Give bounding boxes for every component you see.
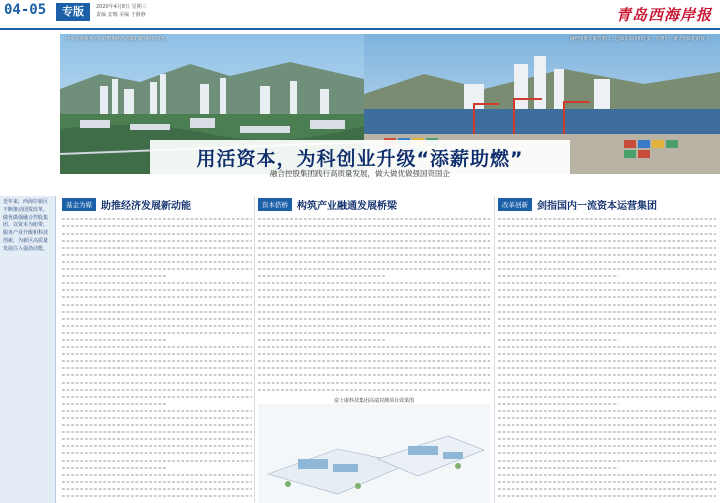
section-title-capital: 构筑产业融通发展桥梁 (297, 200, 397, 212)
body-text-line (498, 216, 716, 223)
body-text-line (62, 315, 252, 322)
body-text-line (62, 301, 252, 308)
page-number: 04-05 (4, 2, 47, 18)
body-text-line (498, 450, 716, 457)
body-text-line (258, 301, 490, 308)
body-text-line (62, 365, 252, 372)
sidebar-intro (0, 196, 56, 503)
body-text-line (62, 308, 252, 315)
body-text-line (62, 230, 252, 237)
body-text-line (62, 436, 252, 443)
body-text-line (62, 251, 252, 258)
body-text-line (62, 408, 252, 415)
body-text-line (62, 443, 252, 450)
section-tag-reform: 改革创新 (498, 198, 532, 211)
body-text-line (258, 337, 386, 344)
project-rendering (258, 404, 490, 503)
body-text-line (498, 422, 716, 429)
body-text-line (258, 230, 490, 237)
body-text-line (498, 237, 716, 244)
body-text-line (62, 457, 252, 464)
body-text-line (62, 493, 252, 500)
body-text-line (62, 422, 252, 429)
section-body-fund (62, 216, 252, 500)
column-divider (254, 196, 255, 503)
body-text-line (258, 287, 490, 294)
body-text-line (498, 471, 716, 478)
section-header-fund (62, 196, 252, 212)
body-text-line (62, 337, 167, 344)
body-text-line (258, 251, 490, 258)
body-text-line (498, 230, 716, 237)
page-subheadline: 融合控股集团践行高质量发展，做大做优做强国资国企 (270, 169, 450, 178)
body-text-line (498, 464, 618, 471)
section-capital-column (258, 196, 490, 396)
body-text-line (498, 322, 716, 329)
body-text-line (62, 294, 252, 301)
body-text-line (498, 294, 716, 301)
body-text-line (62, 486, 252, 493)
right-photo-caption: 融控国资大厦与港口、远端东海岸相比美，呈现出一派大国际化的样子。 (570, 37, 714, 42)
body-text-line (498, 287, 716, 294)
issue-date: 2020年4月8日 星期三 (96, 4, 147, 10)
body-text-line (498, 436, 716, 443)
body-text-line (258, 237, 490, 244)
body-text-line (62, 372, 252, 379)
body-text-line (498, 223, 716, 230)
body-text-line (258, 280, 490, 287)
body-text-line (498, 486, 716, 493)
body-text-line (498, 280, 716, 287)
issue-editors: 责编 安娜 美编 于静静 (96, 12, 146, 18)
body-text-line (498, 429, 716, 436)
body-text-line (498, 344, 716, 351)
body-text-line (498, 351, 716, 358)
body-text-line (498, 400, 618, 407)
body-text-line (498, 330, 716, 337)
body-text-line (258, 266, 490, 273)
body-text-line (498, 443, 716, 450)
body-text-line (258, 322, 490, 329)
body-text-line (258, 273, 386, 280)
body-text-line (62, 464, 167, 471)
body-text-line (498, 493, 716, 500)
left-photo-caption: 中央法务商务区后的繁华经济总部汇聚的时代风光。 (66, 37, 170, 42)
section-title-fund: 助推经济发展新动能 (101, 200, 191, 212)
section-title-reform: 剑指国内一流资本运营集团 (537, 200, 657, 212)
body-text-line (498, 379, 716, 386)
body-text-line (498, 315, 716, 322)
body-text-line (62, 223, 252, 230)
body-text-line (258, 344, 490, 351)
body-text-line (498, 408, 716, 415)
section-tag-fund: 基金为媒 (62, 198, 96, 211)
body-text-line (62, 216, 252, 223)
section-body-reform (498, 216, 716, 500)
body-text-line (62, 478, 252, 485)
section-body-capital (258, 216, 490, 393)
body-text-line (62, 386, 252, 393)
newspaper-logo: 青岛西海岸报 (615, 6, 712, 24)
body-text-line (62, 471, 252, 478)
body-text-line (62, 259, 252, 266)
rendering-caption: 富士康科技集团高端封测项目效果图 (333, 398, 414, 404)
body-text-line (62, 415, 252, 422)
body-text-line (258, 223, 490, 230)
body-text-line (498, 301, 716, 308)
column-divider (494, 196, 495, 503)
body-text-line (498, 372, 716, 379)
section-reform-column (498, 196, 716, 503)
issue-meta (96, 3, 216, 19)
body-text-line (258, 216, 490, 223)
body-text-line (498, 415, 716, 422)
body-text-line (498, 393, 716, 400)
section-header-capital (258, 196, 490, 212)
body-text-line (62, 393, 252, 400)
body-text-line (258, 386, 490, 393)
body-text-line (258, 330, 490, 337)
body-text-line (258, 351, 490, 358)
body-text-line (258, 372, 490, 379)
body-text-line (498, 308, 716, 315)
body-text-line (498, 457, 716, 464)
body-text-line (498, 358, 716, 365)
body-text-line (498, 337, 618, 344)
body-text-line (62, 273, 167, 280)
section-header-reform (498, 196, 716, 212)
body-text-line (498, 386, 716, 393)
masthead (0, 0, 720, 30)
body-text-line (62, 287, 252, 294)
body-text-line (258, 259, 490, 266)
body-text-line (498, 273, 618, 280)
body-text-line (258, 308, 490, 315)
body-text-line (62, 280, 252, 287)
body-text-line (498, 259, 716, 266)
body-text-line (258, 365, 490, 372)
body-text-line (258, 379, 490, 386)
body-text-line (62, 379, 252, 386)
body-text-line (62, 266, 252, 273)
body-text-line (498, 251, 716, 258)
project-rendering-image (258, 404, 490, 503)
section-fund-column (62, 196, 252, 503)
body-text-line (258, 244, 490, 251)
body-text-line (62, 358, 252, 365)
body-text-line (498, 244, 716, 251)
section-tag: 专版 (56, 3, 90, 21)
body-text-line (498, 266, 716, 273)
body-text-line (258, 294, 490, 301)
body-text-line (62, 400, 167, 407)
body-text-line (62, 351, 252, 358)
sidebar-intro-text: 近年来，西海岸新区不断推动国资改革，做优做强融合控股集团，以资本为纽带，服务产业升级和科技创新，为新区高质量发展注入强劲动能。 (3, 199, 49, 252)
body-text-line (498, 478, 716, 485)
body-text-line (258, 315, 490, 322)
body-text-line (62, 244, 252, 251)
section-tag-capital: 资本搭桥 (258, 198, 292, 211)
body-text-line (62, 322, 252, 329)
body-text-line (62, 237, 252, 244)
body-text-line (498, 365, 716, 372)
body-text-line (62, 450, 252, 457)
body-text-line (258, 358, 490, 365)
body-text-line (62, 429, 252, 436)
page-headline: 用活资本，为科创业升级“添薪助燃” (196, 148, 524, 170)
body-text-line (62, 330, 252, 337)
body-text-line (62, 344, 252, 351)
